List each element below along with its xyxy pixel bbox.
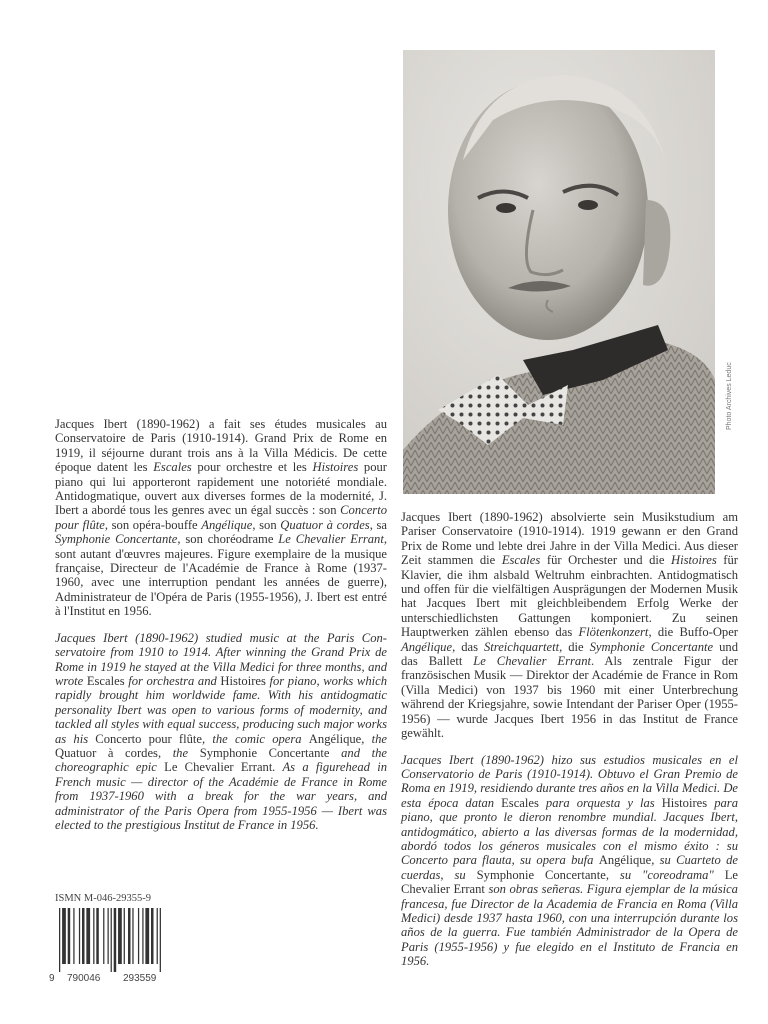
text-run: , su Cuarteto de cuerdas, su bbox=[401, 853, 738, 882]
barcode-bar bbox=[132, 908, 133, 964]
right-text-column bbox=[401, 510, 738, 969]
barcode-bar bbox=[160, 908, 161, 972]
barcode-bar bbox=[82, 908, 85, 964]
text-run: Le Chevalier Errant bbox=[473, 654, 592, 669]
text-run: Angélique bbox=[308, 731, 362, 746]
left-text-column bbox=[49, 417, 387, 985]
text-run: para piano, que pronto le dieron renombre mundial. Jacques Ibert, antidogmático, abierto a las diversas formas de la modernidad, abordó todos los géneros musicales con el mismo éxito : su Concerto para flauta, su opera bufa bbox=[401, 795, 738, 868]
text-run: Escales bbox=[501, 553, 541, 568]
barcode-bar bbox=[157, 908, 158, 964]
text-run: Escales bbox=[501, 795, 539, 810]
text-run: Quatuor à cordes bbox=[280, 517, 370, 532]
barcode-bar bbox=[79, 908, 80, 964]
barcode-digits-left: 790046 bbox=[67, 973, 101, 985]
text-run: . Als zentrale Figur der französischen Musik — Direktor der Académie de France in Rom (Villa Medici) von 1937 bis 1960 mit einer Unterbrechung während der Kriegsjahre, sowie Intendant der Pariser Oper (1955-1956) — wurde Jacques Ibert 1956 in das Institut de France gewählt. bbox=[401, 654, 738, 741]
barcode bbox=[55, 908, 180, 972]
text-run: für Klavier, die ihm alsbald Weltruhm einbrachten. Antidogmatisch und offen für die vielfältigen Ausprägungen der Modernen Musik hat Jacques Ibert mit gleichbleibendem Erfolg Werke der unterschiedlichsten Gattungen komponiert. Zu seinen Hauptwerken zählen ebenso das bbox=[401, 553, 738, 640]
text-run: für Orchester und die bbox=[540, 553, 672, 568]
text-run: pour orchestre et les bbox=[191, 460, 313, 475]
barcode-bar bbox=[124, 908, 125, 964]
text-run: Symphonie Concertante bbox=[199, 745, 330, 760]
text-run: Symphonie Concertante bbox=[589, 639, 714, 654]
barcode-bar bbox=[108, 908, 109, 964]
barcode-bar bbox=[111, 908, 112, 972]
text-run: para orquesta y las bbox=[538, 795, 662, 810]
text-run: Concerto pour flûte bbox=[55, 503, 387, 532]
text-run: und das Ballett bbox=[401, 639, 738, 669]
text-run: son obras señeras. Figura ejemplar de la música francesa, fue Director de la Academia de Francia en Roma (Villa Medici) desde 1937 hasta 1960, con una interrupción durante los años de la guerra. Fue también Administrador de la Opera de Paris (1955-1956) y fue elegido en el Instituto de Francia en 1956. bbox=[401, 882, 738, 969]
text-run: Le Chevalier Errant bbox=[278, 532, 384, 547]
text-run: Quatuor à cordes bbox=[55, 745, 158, 760]
barcode-digits-right: 293559 bbox=[123, 973, 157, 985]
text-run: Angélique bbox=[401, 639, 453, 654]
text-run: Jacques Ibert (1890-1962) hizo sus estudios musicales en el Conservatorio de Paris (1910-1914). Obtuvo el Gran Premio de Roma en 1919, residiendo durante tres años en la Villa Medici. De esta época datan bbox=[401, 752, 738, 810]
text-run: , the comic opera bbox=[202, 731, 309, 746]
barcode-bar bbox=[62, 908, 66, 964]
text-run: pour piano qui lui apporteront rapidement une notoriété mondiale. Antidogmatique, ouvert aux diverses formes de la modernité, J. Ibert a abordé tous les genres avec un égal succès : son bbox=[55, 460, 387, 518]
text-run: , sa bbox=[369, 517, 387, 532]
text-run: Angélique bbox=[201, 517, 253, 532]
text-run: Jacques Ibert (1890-1962) absolvierte sein Musikstudium am Pariser Conservatoire (1910-1914). 1919 gewann er den Grand Prix de Rome und lebte drei Jahre in der Villa Medici. Aus dieser Zeit stammen die bbox=[401, 510, 738, 568]
product-code-block bbox=[49, 892, 195, 985]
text-run: Jacques Ibert (1890-1962) studied music at the Paris Conservatoire from 1910 to 1914. After winning the Grand Prix de Rome in 1919 he stayed at the Villa Medici for three months, and wrote bbox=[55, 630, 387, 688]
photo-credit: Photo Archives Leduc bbox=[726, 362, 733, 430]
barcode-bar bbox=[142, 908, 143, 964]
biography-spanish bbox=[401, 753, 738, 969]
barcode-bar bbox=[96, 908, 99, 964]
text-run: , son bbox=[252, 517, 281, 532]
biography-german bbox=[401, 510, 738, 741]
text-run: Le Chevalier Errant bbox=[164, 760, 273, 775]
barcode-bar bbox=[114, 908, 117, 972]
text-run: Jacques Ibert (1890-1962) a fait ses études musicales au Conservatoire de Paris (1910-1914). Grand Prix de Rome en 1919, il séjourne durant trois ans à la Villa Médicis. De cette époque datent les bbox=[55, 417, 387, 475]
barcode-bar bbox=[151, 908, 154, 964]
text-run: Le Chevalier Errant bbox=[401, 867, 738, 897]
text-run: Escales bbox=[153, 460, 192, 475]
text-run: , su "coreodrama" bbox=[605, 867, 725, 882]
text-run: Histoires bbox=[661, 795, 708, 810]
text-run: Histoires bbox=[671, 553, 717, 568]
text-run: for orchestra and bbox=[124, 673, 221, 688]
text-run: , son opéra-bouffe bbox=[104, 517, 202, 532]
text-run: Histoires bbox=[220, 673, 266, 688]
barcode-bar bbox=[68, 908, 71, 964]
barcode-bar bbox=[128, 908, 131, 964]
text-run: Symphonie Concertante bbox=[476, 867, 606, 882]
text-run: , sont autant d'œuvres majeures. Figure exemplaire de la musique française, Directeur de l'Académie de France à Rome (1937-1960, avec une interruption pendant les années de guerre), Administrateur de l'Opéra de Paris (1955-1956), J. Ibert est entré à l'Institut en 1956. bbox=[55, 532, 387, 619]
biography-french bbox=[55, 417, 387, 619]
text-run: . As a figurehead in French music — director of the Académie de France in Rome from 1937-1960 with a break for the war years, and administrator of the Paris Opera from 1955-1956 — Ibert was elected to the prestigious Institut de France in 1956. bbox=[55, 760, 387, 832]
biography-english bbox=[55, 631, 387, 833]
text-run: Symphonie Concertante bbox=[55, 532, 178, 547]
text-run: and the choreographic epic bbox=[55, 745, 387, 775]
barcode-bar bbox=[145, 908, 149, 964]
text-run: , das bbox=[452, 639, 484, 654]
text-run: Streichquartett bbox=[483, 639, 560, 654]
text-run: Escales bbox=[86, 673, 125, 688]
barcode-bar bbox=[73, 908, 74, 964]
text-run: Histoires bbox=[312, 460, 359, 475]
barcode-bar bbox=[86, 908, 90, 964]
barcode-bar bbox=[59, 908, 60, 972]
barcode-bar bbox=[138, 908, 139, 964]
composer-portrait-photo bbox=[403, 50, 715, 494]
text-run: Angélique bbox=[598, 853, 652, 868]
barcode-digit-lead: 9 bbox=[49, 973, 55, 985]
ismn-number: ISMN M-046-29355-9 bbox=[55, 893, 151, 905]
text-run: , die bbox=[559, 639, 590, 654]
barcode-bar bbox=[103, 908, 104, 964]
text-run: , the bbox=[361, 731, 387, 746]
barcode-bar bbox=[118, 908, 122, 964]
text-run: , son choréodrame bbox=[177, 532, 279, 547]
text-run: , die Buffo-Oper bbox=[648, 625, 738, 640]
text-run: Flötenkonzert bbox=[578, 625, 649, 640]
barcode-bar bbox=[93, 908, 94, 964]
text-run: for piano, works which rapidly brought him worldwide fame. With his antidogmatic personality Ibert was open to various forms of modernity, and tackled all styles with equal success, producing such major works as his bbox=[55, 673, 387, 746]
text-run: , the bbox=[157, 745, 200, 760]
text-run: Concerto pour flûte bbox=[95, 731, 203, 746]
